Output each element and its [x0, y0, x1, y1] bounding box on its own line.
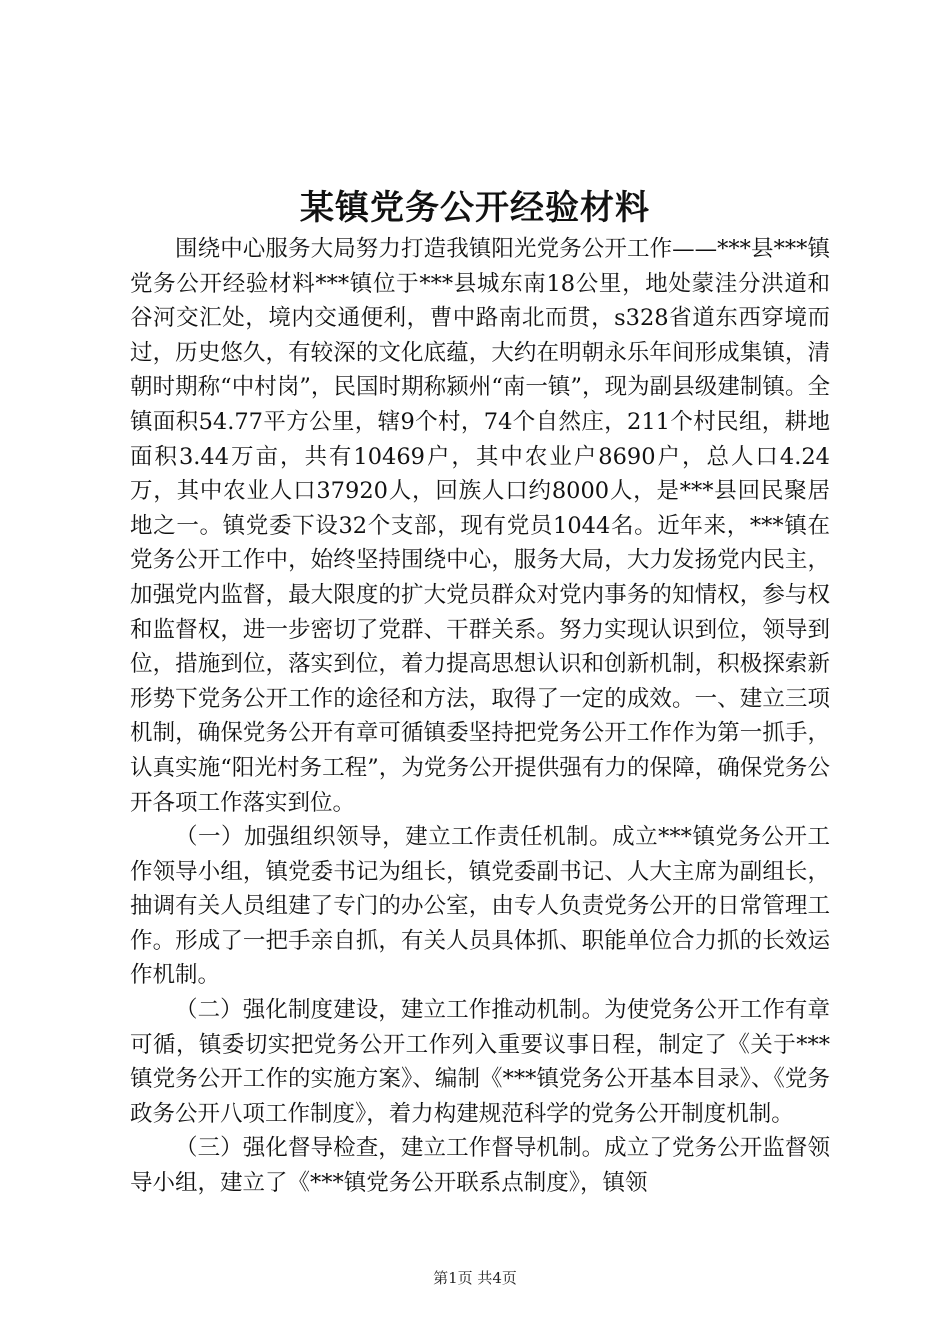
page-number-footer: 第1页 共4页	[433, 1269, 517, 1287]
paragraph-section-1: （一）加强组织领导，建立工作责任机制。成立***镇党务公开工作领导小组，镇党委书记为组长，镇党委副书记、人大主席为副组长，抽调有关人员组建了专门的办公室，由专人负责党务公开的日常管理工作。形成了一把手亲自抓，有关人员具体抓、职能单位合力抓的长效运作机制。	[130, 824, 830, 989]
paragraph-intro: 围绕中心服务大局努力打造我镇阳光党务公开工作——***县***镇党务公开经验材料***镇位于***县城东南18公里，地处蒙洼分洪道和谷河交汇处，境内交通便利，曹中路南北而贯，s328省道东西穿境而过，历史悠久，有较深的文化底蕴，大约在明朝永乐年间形成集镇，清朝时期称“中村岗”，民国时期称颍州“南一镇”，现为副县级建制镇。全镇面积54.77平方公里，辖9个村，74个自然庄，211个村民组，耕地面积3.44万亩，共有10469户，其中农业户8690户，总人口4.24万，其中农业人口37920人，回族人口约8000人，是***县回民聚居地之一。镇党委下设32个支部，现有党员1044名。近年来，***镇在党务公开工作中，始终坚持围绕中心，服务大局，大力发扬党内民主，加强党内监督，最大限度的扩大党员群众对党内事务的知情权，参与权和监督权，进一步密切了党群、干群关系。努力实现认识到位，领导到位，措施到位，落实到位，着力提高思想认识和创新机制，积极探索新形势下党务公开工作的途径和方法，取得了一定的成效。一、建立三项机制，确保党务公开有章可循镇委坚持把党务公开工作作为第一抓手，认真实施“阳光村务工程”，为党务公开提供强有力的保障，确保党务公开各项工作落实到位。	[130, 236, 830, 816]
document-title: 某镇党务公开经验材料	[300, 188, 650, 228]
paragraph-section-2: （二）强化制度建设，建立工作推动机制。为使党务公开工作有章可循，镇委切实把党务公开工作列入重要议事日程，制定了《关于***镇党务公开工作的实施方案》、编制《***镇党务公开基本目录》、《党务政务公开八项工作制度》，着力构建规范科学的党务公开制度机制。	[130, 997, 830, 1127]
paragraph-section-3: （三）强化督导检查，建立工作督导机制。成立了党务公开监督领导小组，建立了《***镇党务公开联系点制度》，镇领	[130, 1135, 830, 1197]
document-body	[130, 232, 830, 1201]
